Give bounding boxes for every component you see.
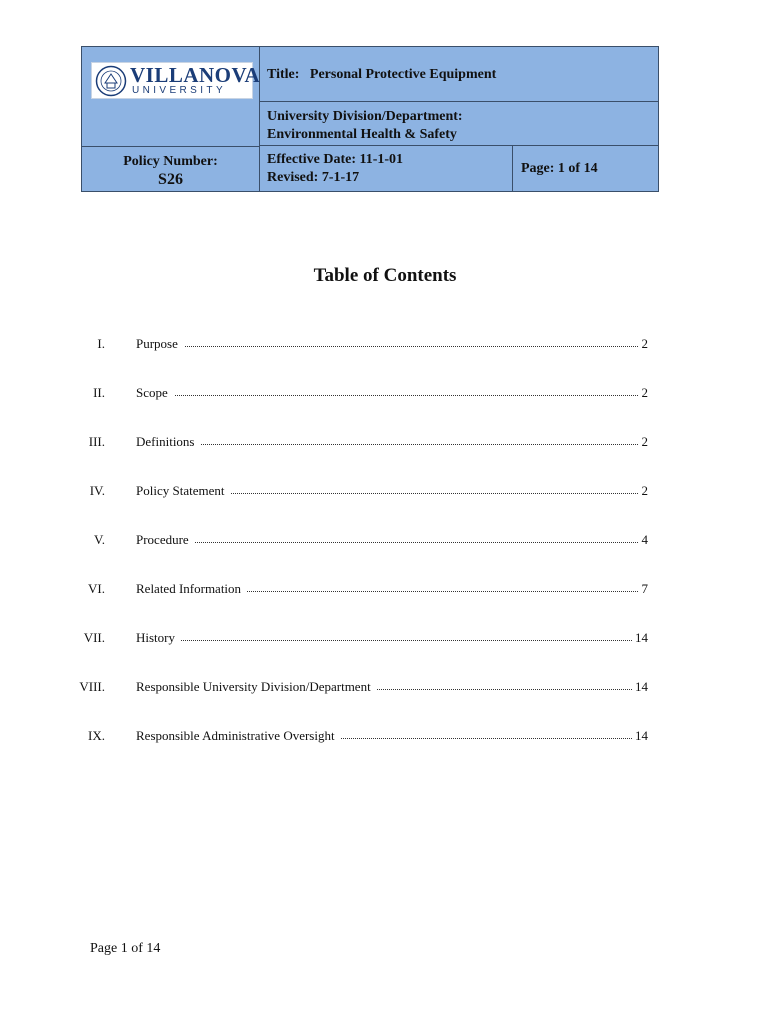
policy-number-label: Policy Number: (123, 154, 218, 169)
toc-entry-number: IX. (88, 728, 105, 743)
effective-date: Effective Date: 11-1-01 (267, 152, 404, 167)
revised-date: Revised: 7-1-17 (267, 170, 360, 185)
toc-entry-page: 14 (632, 728, 648, 744)
dates-cell (260, 146, 513, 191)
toc-entry-number: I. (97, 336, 105, 351)
toc-leader-dots (136, 542, 648, 543)
toc-leader-dots (136, 346, 648, 347)
toc-entry-label: Definitions (136, 434, 201, 450)
toc-entry-number: III. (88, 434, 105, 449)
toc-entry-label: Responsible University Division/Department (136, 679, 377, 695)
toc-entry-number: VI. (88, 581, 105, 596)
toc-entry-page: 14 (632, 679, 648, 695)
toc-entry-label: Scope (136, 385, 174, 401)
toc-entry-number: IV. (89, 483, 105, 498)
toc-leader-dots (136, 640, 648, 641)
logo-wordmark: VILLANOVA (130, 63, 261, 87)
toc-entry-number: II. (93, 385, 105, 400)
toc-entry-page: 2 (639, 385, 649, 401)
toc-entry-number: V. (94, 532, 105, 547)
toc-entry-page: 2 (639, 336, 649, 352)
toc-entry[interactable] (70, 385, 648, 405)
toc-entry-page: 4 (639, 532, 649, 548)
toc-entry-number: VII. (83, 630, 105, 645)
toc-entry[interactable] (70, 679, 648, 699)
department-label: University Division/Department: (267, 109, 463, 124)
toc-entry-label: Procedure (136, 532, 195, 548)
toc-entry[interactable] (70, 581, 648, 601)
toc-entry[interactable] (70, 532, 648, 552)
toc-entry-label: History (136, 630, 181, 646)
title-value: Personal Protective Equipment (309, 67, 497, 82)
title-cell (260, 47, 658, 102)
page-footer: Page 1 of 14 (90, 941, 161, 956)
toc-entry-page: 2 (639, 483, 649, 499)
department-value: Environmental Health & Safety (267, 127, 457, 142)
toc-entry[interactable] (70, 434, 648, 454)
toc-entry-number: VIII. (79, 679, 105, 694)
toc-entry-page: 14 (632, 630, 648, 646)
policy-header-table (81, 46, 659, 192)
department-cell (260, 102, 658, 146)
toc-leader-dots (136, 395, 648, 396)
toc-entry-page: 7 (639, 581, 649, 597)
toc-entry[interactable] (70, 483, 648, 503)
university-seal-icon (95, 65, 127, 97)
toc-leader-dots (136, 444, 648, 445)
logo-subtitle: UNIVERSITY (132, 85, 227, 96)
toc-entry[interactable] (70, 336, 648, 356)
toc-entry-label: Purpose (136, 336, 184, 352)
toc-title: Table of Contents (313, 265, 457, 286)
toc-entry[interactable] (70, 728, 648, 748)
villanova-logo (91, 62, 261, 99)
logo-cell (82, 47, 260, 146)
policy-number-cell (82, 146, 260, 191)
title-label: Title: (267, 67, 300, 82)
toc-entry-page: 2 (639, 434, 649, 450)
policy-number: S26 (158, 171, 183, 188)
toc-entry-label: Related Information (136, 581, 247, 597)
page-count-cell: Page: 1 of 14 (521, 161, 598, 176)
toc-entry-label: Responsible Administrative Oversight (136, 728, 341, 744)
toc-entry[interactable] (70, 630, 648, 650)
toc-entry-label: Policy Statement (136, 483, 230, 499)
